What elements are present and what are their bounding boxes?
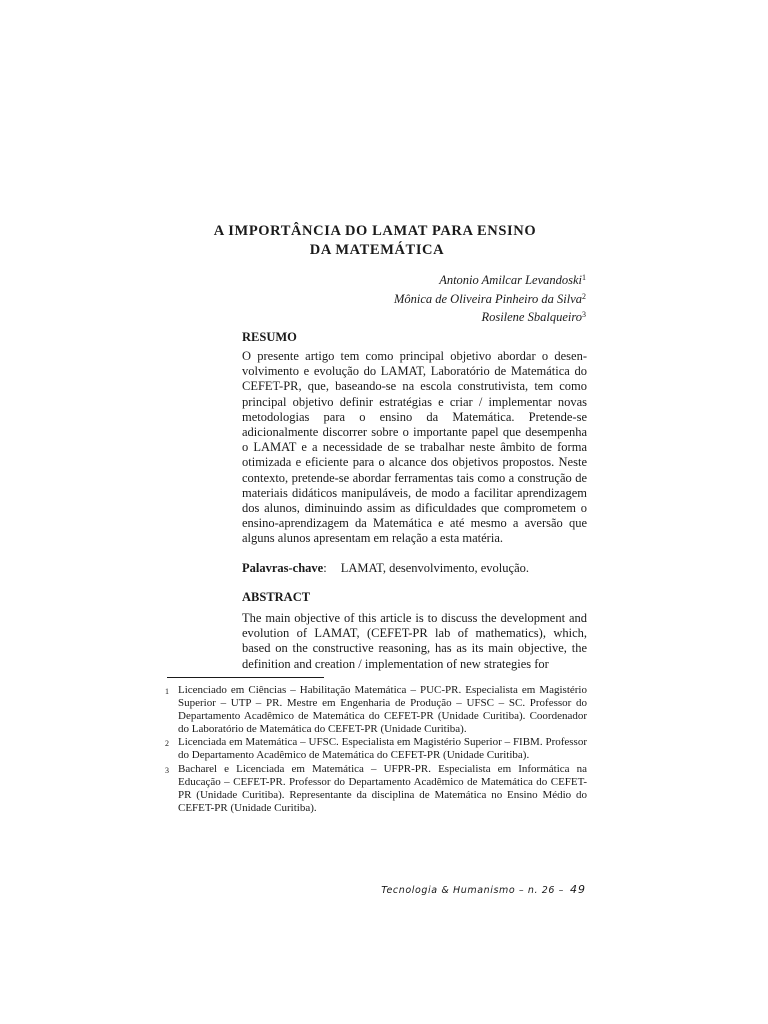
author: Mônica de Oliveira Pinheiro da Silva$^2$ (393, 291, 586, 306)
footnote-text: Licenciada em Matemática – UFSC. Especialista em Magistério Superior – FIBM. Professor do Departamento Acadêmico de Matemática do CEFET-PR (Unidade Curitiba). (178, 736, 587, 762)
article-title (170, 222, 580, 260)
footnote (165, 736, 587, 762)
resumo-heading: RESUMO (242, 330, 297, 344)
footnote-divider (167, 677, 324, 678)
running-footer (381, 883, 586, 896)
title-line-2: DA MATEMÁTICA (309, 242, 445, 258)
footnote-number: 3 (165, 765, 169, 775)
keywords-colon: : (323, 561, 327, 575)
footnote-mark: 1 (582, 273, 586, 282)
title-line-1: A IMPORTÂNCIA DO LAMAT PARA ENSINO (213, 223, 537, 239)
page-number: 49 (570, 883, 586, 896)
abstract-heading: ABSTRACT (242, 590, 311, 604)
resumo-body: O presente artigo tem como principal objetivo abordar o desenvolvimento e evolução do LAMAT, Laboratório de Matemática do CEFET-PR, que, baseando-se na escola construtivista, tem como principal objetivo definir estratégias e criar / implementar novas metodologias para o ensino da Matemática. Pretende-se adicionalmente discorrer sobre o importante papel que desempenha o LAMAT e a necessidade de se trabalhar neste âmbito de forma otimizada e eficiente para o alcance dos objetivos propostos. Neste contexto, pretende-se abordar ferramentas tais como a construção de materiais didáticos manipuláveis, de modo a facilitar aprendizagem dos alunos, diminuindo assim as dificuldades que comprometem o ensino-aprendizagem da Matemática e até mesmo a aversão que alguns alunos apresentam em relação a esta matéria. (242, 349, 587, 546)
footnote-mark: 3 (582, 310, 586, 319)
footnote (165, 763, 587, 815)
author: Rosilene Sbalqueiro$^3$ (481, 310, 586, 324)
author: Antonio Amilcar Levandoski$^1$ (439, 273, 586, 287)
footnote-mark: 2 (582, 291, 586, 301)
footnotes (165, 684, 587, 815)
abstract-body: The main objective of this article is to discuss the development and evolution of LAMAT, (CEFET-PR lab of mathematics), which, based on the constructive reasoning, has as its main objective, the definition and creation / implementation of new strategies for (242, 611, 587, 671)
footnote-text: Bacharel e Licenciada em Matemática – UFPR-PR. Especialista em Informática na Educação – CEFET-PR. Professor do Departamento Acadêmico de Matemática do CEFET-PR (Unidade Curitiba). Representante da disciplina de Matemática no Ensino Médio do CEFET-PR (Unidade Curitiba). (178, 762, 587, 814)
author-list (394, 270, 586, 326)
footnote-number: 2 (165, 739, 169, 749)
footnote-number: 1 (165, 687, 169, 696)
footnote (165, 684, 587, 736)
keywords (242, 561, 587, 576)
keywords-value: LAMAT, desenvolvimento, evolução. (340, 561, 529, 575)
journal-name: Tecnologia & Humanismo – n. 26 – (381, 885, 564, 896)
keywords-label: Palavras-chave (242, 561, 324, 575)
footnote-text: Licenciado em Ciências – Habilitação Matemática – PUC-PR. Especialista em Magistério Superior – UTP – PR. Mestre em Engenharia de Produção – UFSC – SC. Professor do Departamento Acadêmico de Matemática do CEFET-PR (Unidade Curitiba). Coordenador do Laboratório de Matemática do CEFET-PR (Unidade Curitiba). (178, 684, 587, 736)
